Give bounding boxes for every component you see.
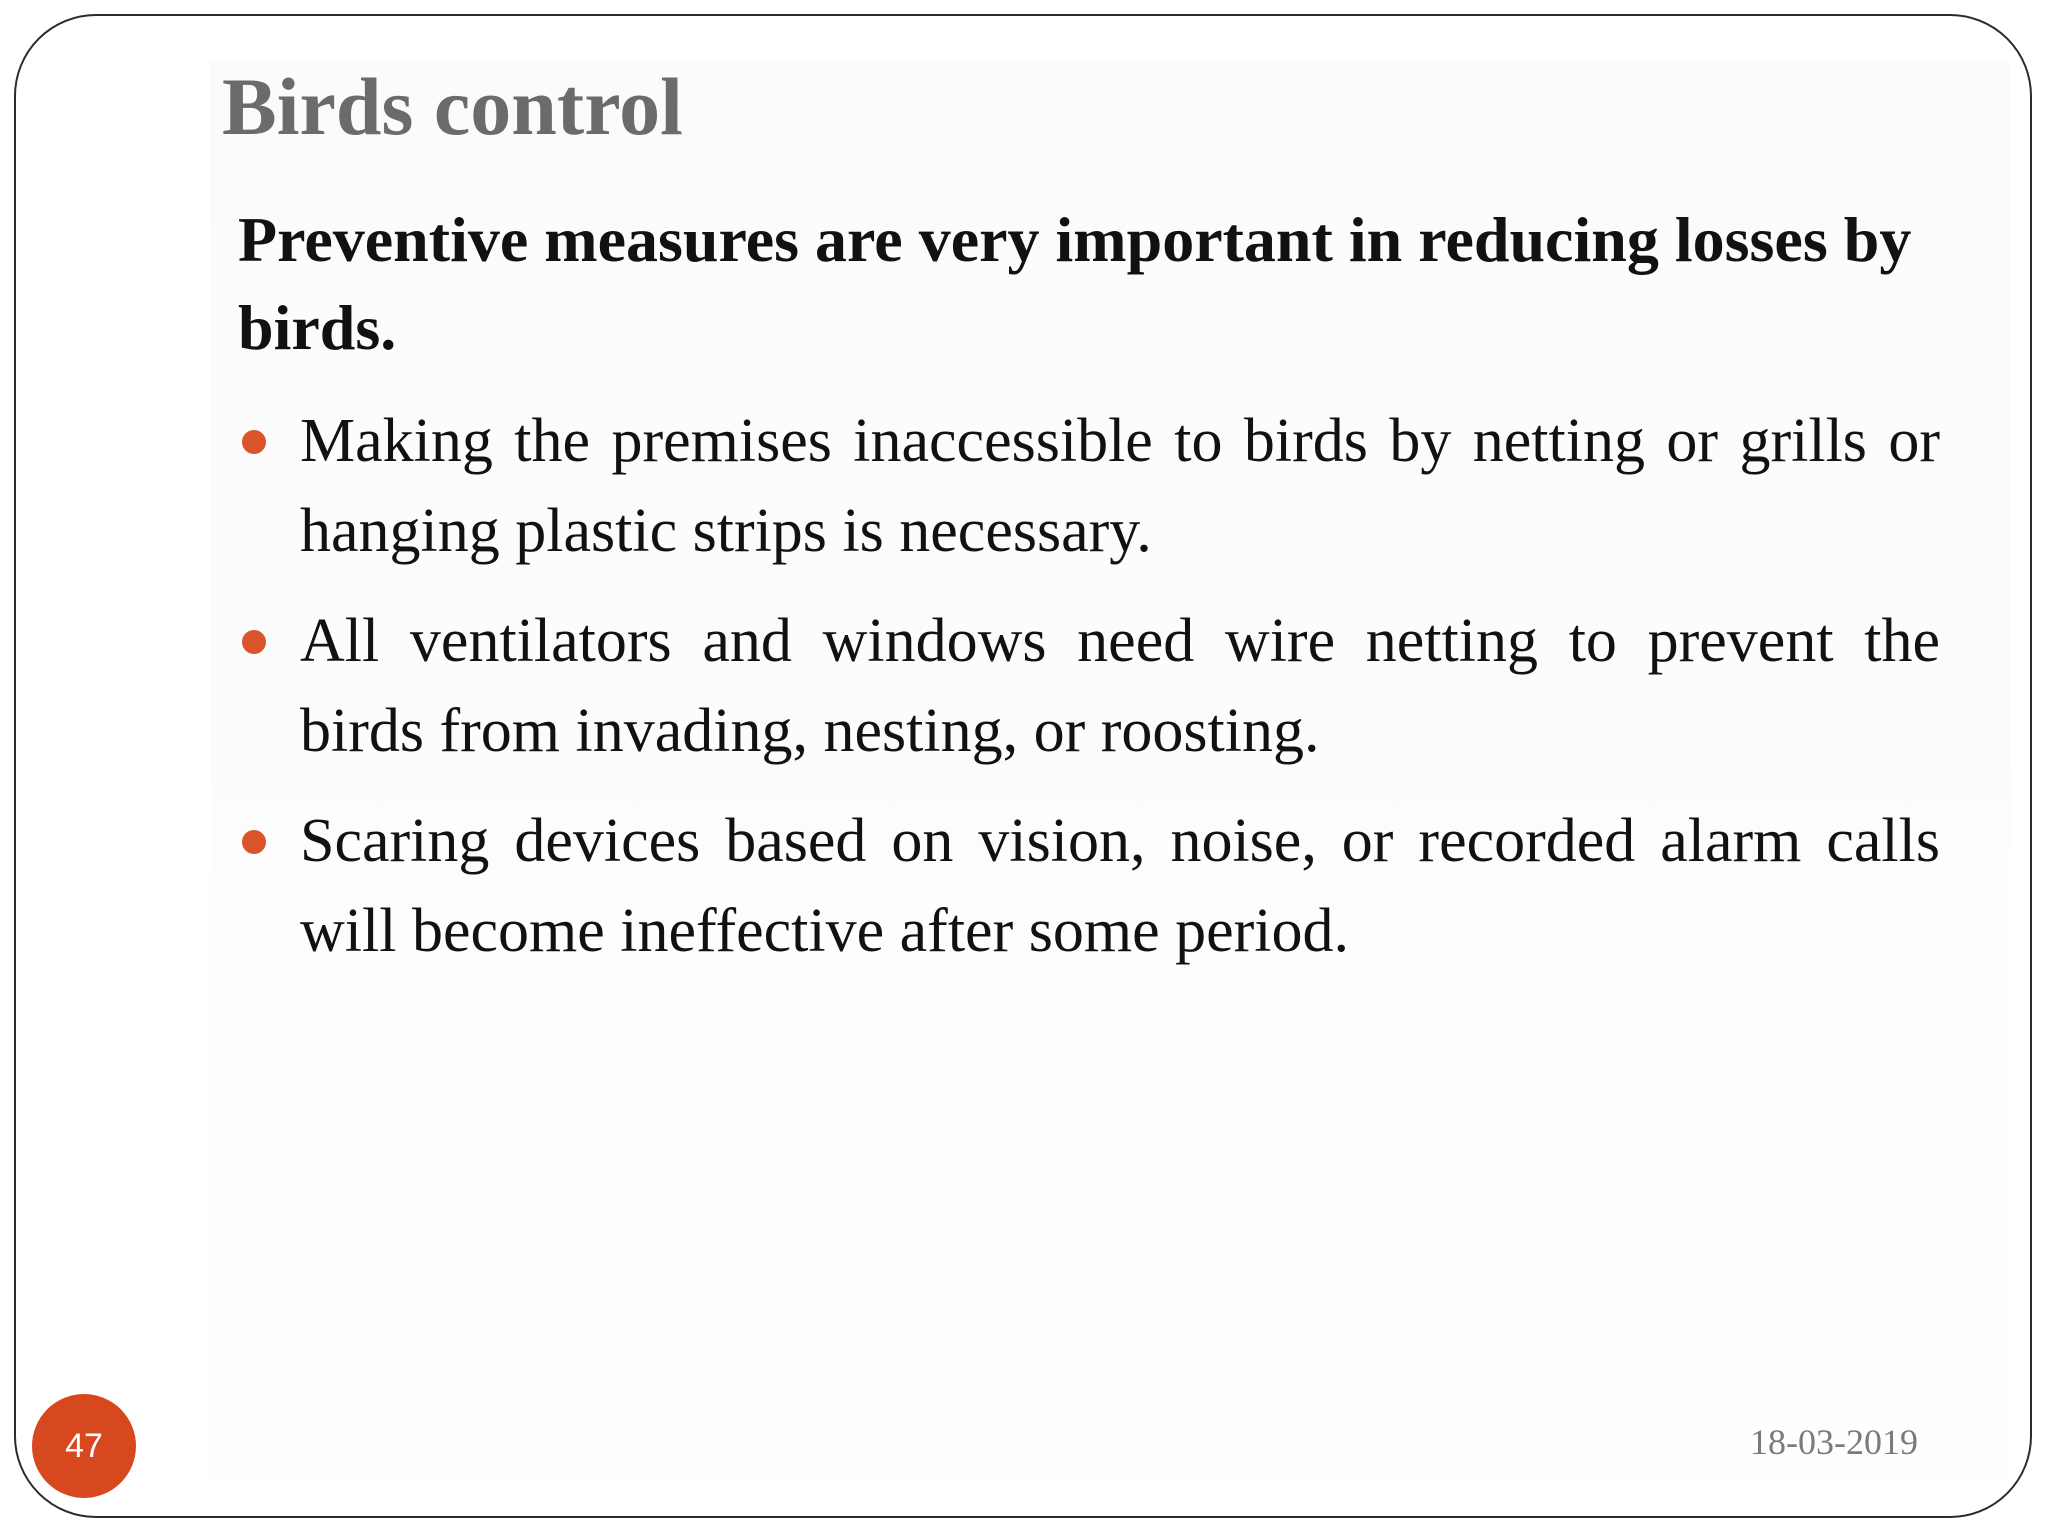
bullet-text: Making the premises inaccessible to birds by netting or grills or hanging plastic strips is necessary. [300, 407, 1940, 565]
bullet-list [238, 396, 1940, 996]
bullet-text: Scaring devices based on vision, noise, or recorded alarm calls will become ineffective after some period. [300, 807, 1940, 965]
page-number-badge: 47 [32, 1394, 136, 1498]
list-item [238, 396, 1940, 576]
bullet-icon [242, 430, 266, 454]
slide-title: Birds control [222, 61, 683, 152]
slide-date: 18-03-2019 [1750, 1422, 1918, 1462]
bullet-text: All ventilators and windows need wire netting to prevent the birds from invading, nesting, or roosting. [300, 607, 1940, 765]
intro-text: Preventive measures are very important in reducing losses by birds. [238, 204, 1912, 363]
list-item [238, 596, 1940, 776]
bullet-icon [242, 630, 266, 654]
bullet-icon [242, 830, 266, 854]
list-item [238, 796, 1940, 976]
